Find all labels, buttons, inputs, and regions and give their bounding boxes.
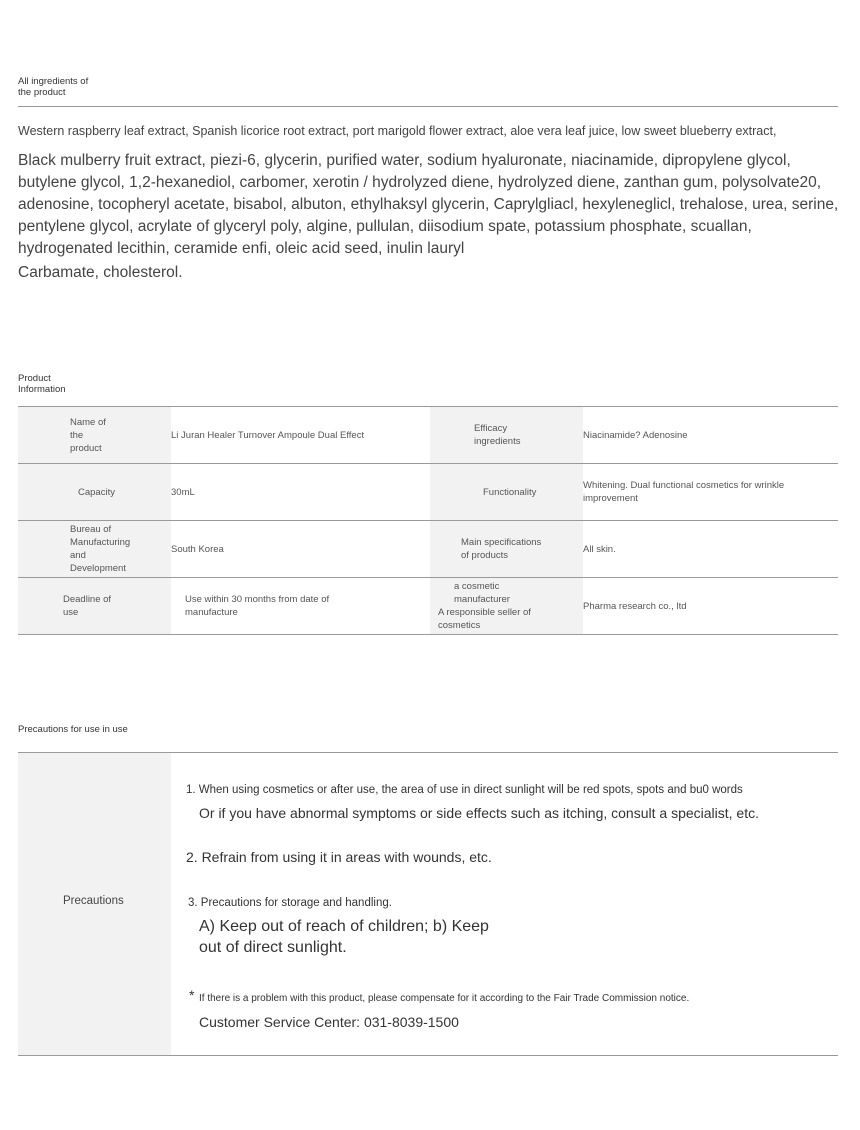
ingredients-title-line2: the product	[18, 87, 66, 98]
product-name-label: Name of the product	[18, 407, 171, 464]
functionality-value: Whitening. Dual functional cosmetics for wrinkle improvement	[583, 464, 838, 521]
ingredients-last-line: Carbamate, cholesterol.	[18, 264, 183, 281]
table-row	[18, 464, 838, 521]
capacity-value: 30mL	[171, 464, 430, 521]
precaution-item-3: 3. Precautions for storage and handling.	[188, 897, 392, 909]
product-info-table	[18, 406, 838, 635]
ingredients-main-text: Black mulberry fruit extract, piezi-6, glycerin, purified water, sodium hyaluronate, niacinamide, dipropylene glycol, butylene glycol, 1,2-hexanediol, carbomer, xerotin / hydrolyzed diene, hydrolyzed diene, zanthan gum, polysolvate20, adenosine, tocopheryl acetate, bisabol, albuton, ethylhaksyl glycerin, Caprylgliacl, hexyleneglicl, trehalose, urea, serine, pentylene glycol, acrylate of glyceryl poly, algine, pullulan, diisodium spate, potassium phosphate, scuallan, hydrogenated lecithin, ceramide enfi, oleic acid seed, inulin lauryl	[18, 152, 839, 257]
table-row	[18, 521, 838, 578]
precautions-box	[18, 752, 838, 1056]
capacity-label: Capacity	[18, 464, 171, 521]
precautions-label-cell	[18, 753, 171, 1055]
note-star: *	[189, 987, 195, 1003]
main-specifications-label: Main specifications of products	[430, 521, 583, 578]
ingredients-divider	[18, 106, 838, 107]
deadline-of-use-value: Use within 30 months from date of manufacture	[171, 578, 430, 635]
customer-service-center: Customer Service Center: 031-8039-1500	[199, 1014, 459, 1030]
ingredients-first-line: Western raspberry leaf extract, Spanish licorice root extract, port marigold flower extract, aloe vera leaf juice, low sweet blueberry extract,	[18, 124, 777, 138]
main-specifications-value: All skin.	[583, 521, 838, 578]
ingredients-section-title	[18, 76, 88, 98]
product-info-title-line2: Information	[18, 384, 66, 395]
precaution-item-1-line-2: Or if you have abnormal symptoms or side effects such as itching, consult a specialist, etc.	[199, 805, 759, 821]
manufacturer-seller-value: Pharma research co., ltd	[583, 578, 838, 635]
efficacy-ingredients-value: Niacinamide? Adenosine	[583, 407, 838, 464]
precaution-item-2: 2. Refrain from using it in areas with wounds, etc.	[186, 849, 492, 865]
deadline-of-use-label: Deadline of use	[18, 578, 171, 635]
manufacturing-bureau-value: South Korea	[171, 521, 430, 578]
ingredients-title-line1: All ingredients of	[18, 76, 89, 87]
precaution-item-1-line-1: 1. When using cosmetics or after use, the area of use in direct sunlight will be red spots, spots and bu0 words	[186, 784, 743, 796]
efficacy-ingredients-label: Efficacy ingredients	[430, 407, 583, 464]
manufacturing-bureau-label: Bureau of Manufacturing and Development	[18, 521, 171, 578]
product-info-title-line1: Product	[18, 373, 51, 384]
precautions-label: Precautions	[63, 895, 124, 907]
product-name-value: Li Juran Healer Turnover Ampoule Dual Effect	[171, 407, 430, 464]
precaution-item-3-a-line-1: A) Keep out of reach of children; b) Keep	[199, 918, 489, 935]
precaution-item-3-a-line-2: out of direct sunlight.	[199, 939, 347, 956]
product-info-section-title	[18, 373, 66, 395]
table-row	[18, 578, 838, 635]
table-row	[18, 407, 838, 464]
precaution-note: If there is a problem with this product, please compensate for it according to the Fair Trade Commission notice.	[199, 993, 690, 1004]
precautions-section-title: Precautions for use in use	[18, 724, 128, 735]
manufacturer-seller-label: a cosmetic manufacturer A responsible seller of cosmetics	[430, 578, 583, 635]
functionality-label: Functionality	[430, 464, 583, 521]
